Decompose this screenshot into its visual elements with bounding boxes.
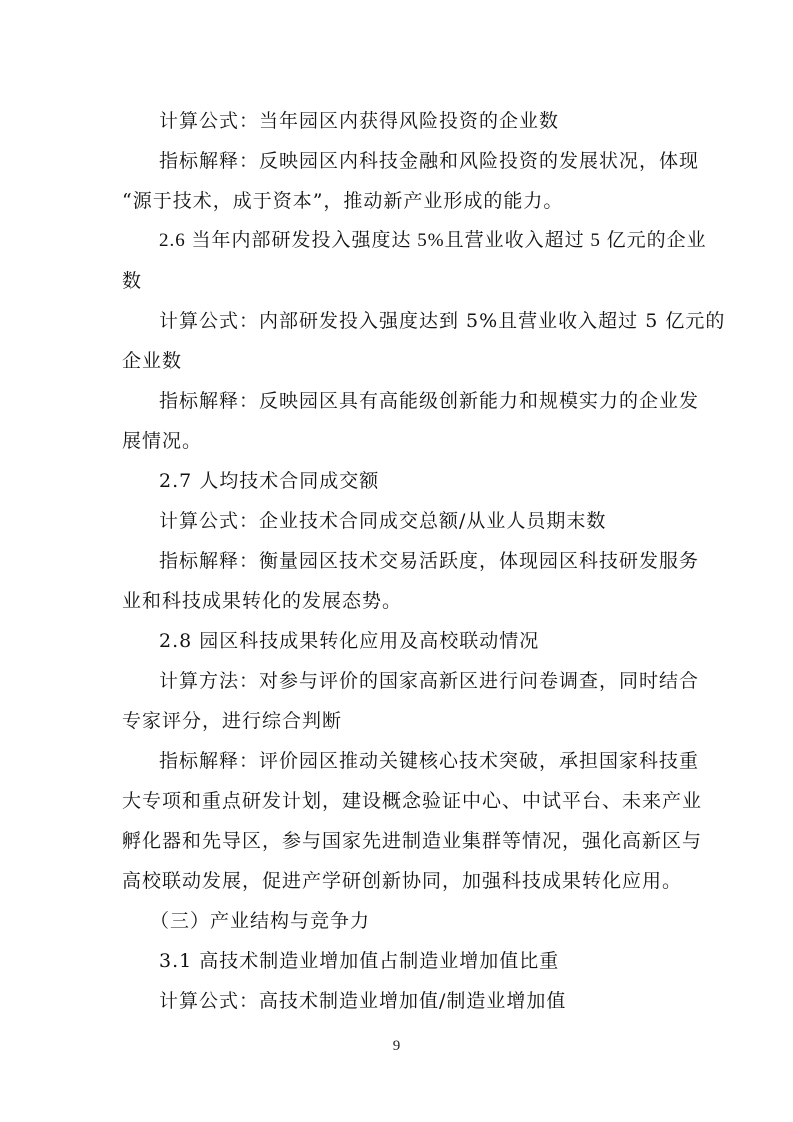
method-continuation: 专家评分，进行综合判断: [122, 710, 343, 732]
explanation-continuation: 业和科技成果转化的发展态势。: [122, 590, 403, 612]
explanation-continuation: 高校联动发展，促进产学研创新协同，加强科技成果转化应用。: [122, 870, 683, 892]
explanation-continuation: 大专项和重点研发计划，建设概念验证中心、中试平台、未来产业: [122, 790, 703, 812]
explanation-line: 指标解释：评价园区推动关键核心技术突破，承担国家科技重: [159, 750, 700, 772]
explanation-line: 指标解释：衡量园区技术交易活跃度，体现园区科技研发服务: [159, 550, 700, 572]
formula-continuation: 企业数: [122, 350, 183, 372]
formula-line: 计算公式：高技术制造业增加值/制造业增加值: [159, 990, 567, 1012]
method-line: 计算方法：对参与评价的国家高新区进行问卷调查，同时结合: [159, 670, 700, 692]
explanation-line: 指标解释：反映园区内科技金融和风险投资的发展状况，体现: [159, 150, 700, 172]
section-heading-3-1: 3.1 高技术制造业增加值占制造业增加值比重: [159, 950, 560, 972]
explanation-line: 指标解释：反映园区具有高能级创新能力和规模实力的企业发: [159, 390, 700, 412]
formula-line: 计算公式：当年园区内获得风险投资的企业数: [159, 110, 560, 132]
explanation-continuation: 展情况。: [122, 430, 203, 452]
formula-line: 计算公式：企业技术合同成交总额/从业人员期末数: [159, 510, 607, 532]
section-heading-2-7: 2.7 人均技术合同成交额: [159, 470, 380, 492]
explanation-continuation: 孵化器和先导区，参与国家先进制造业集群等情况，强化高新区与: [122, 830, 703, 852]
section-heading-2-8: 2.8 园区科技成果转化应用及高校联动情况: [159, 630, 540, 652]
explanation-continuation: “源于技术，成于资本”，推动新产业形成的能力。: [122, 190, 564, 212]
section-heading-continuation: 数: [122, 270, 143, 292]
formula-line: 计算公式：内部研发投入强度达到 5%且营业收入超过 5 亿元的: [159, 310, 726, 332]
section-heading-2-6: 2.6 当年内部研发投入强度达 5%且营业收入超过 5 亿元的企业: [159, 230, 707, 251]
page-number: 9: [392, 1038, 401, 1054]
section-title-3: （三）产业结构与竞争力: [150, 910, 371, 932]
